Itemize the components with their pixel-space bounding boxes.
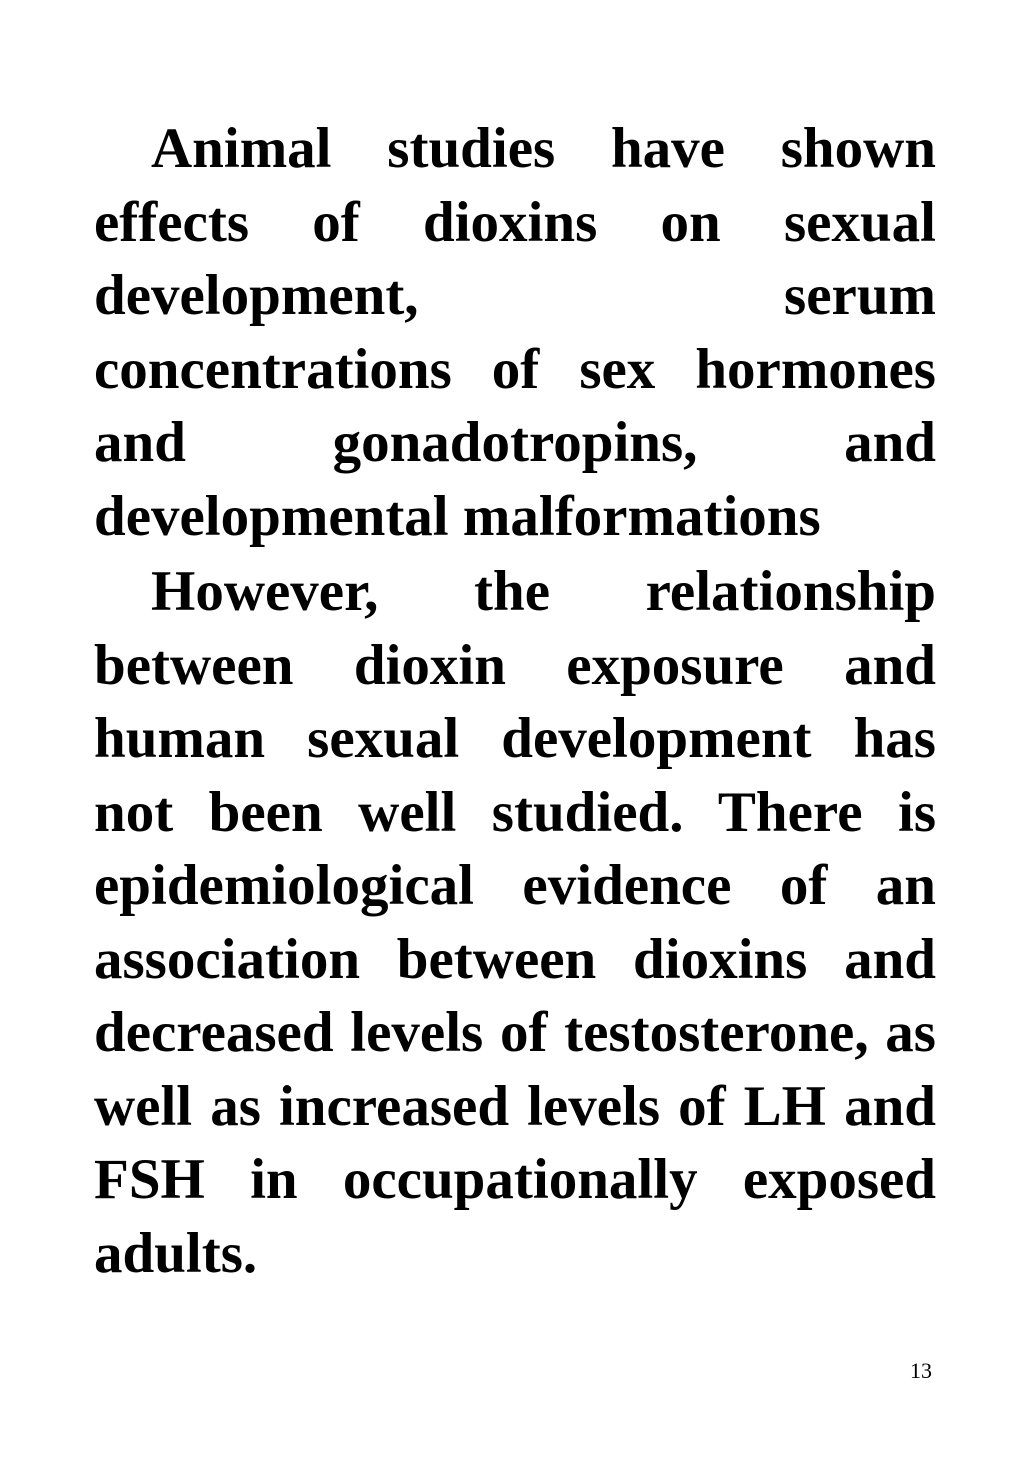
body-text — [94, 112, 936, 1292]
paragraph-animal-studies: Animal studies have shown effects of dioxins on sexual development, serum concentrations of sex hormones and gonadotropins, and developmental malformations — [94, 117, 936, 548]
paragraph-human-relationship: However, the relationship between dioxin exposure and human sexual development has not been well studied. There is epidemiological evidence of an association between dioxins and decreased levels of testosterone, as well as increased levels of LH and FSH in occupationally exposed adults. — [94, 560, 936, 1285]
page-number: 13 — [910, 1358, 932, 1383]
